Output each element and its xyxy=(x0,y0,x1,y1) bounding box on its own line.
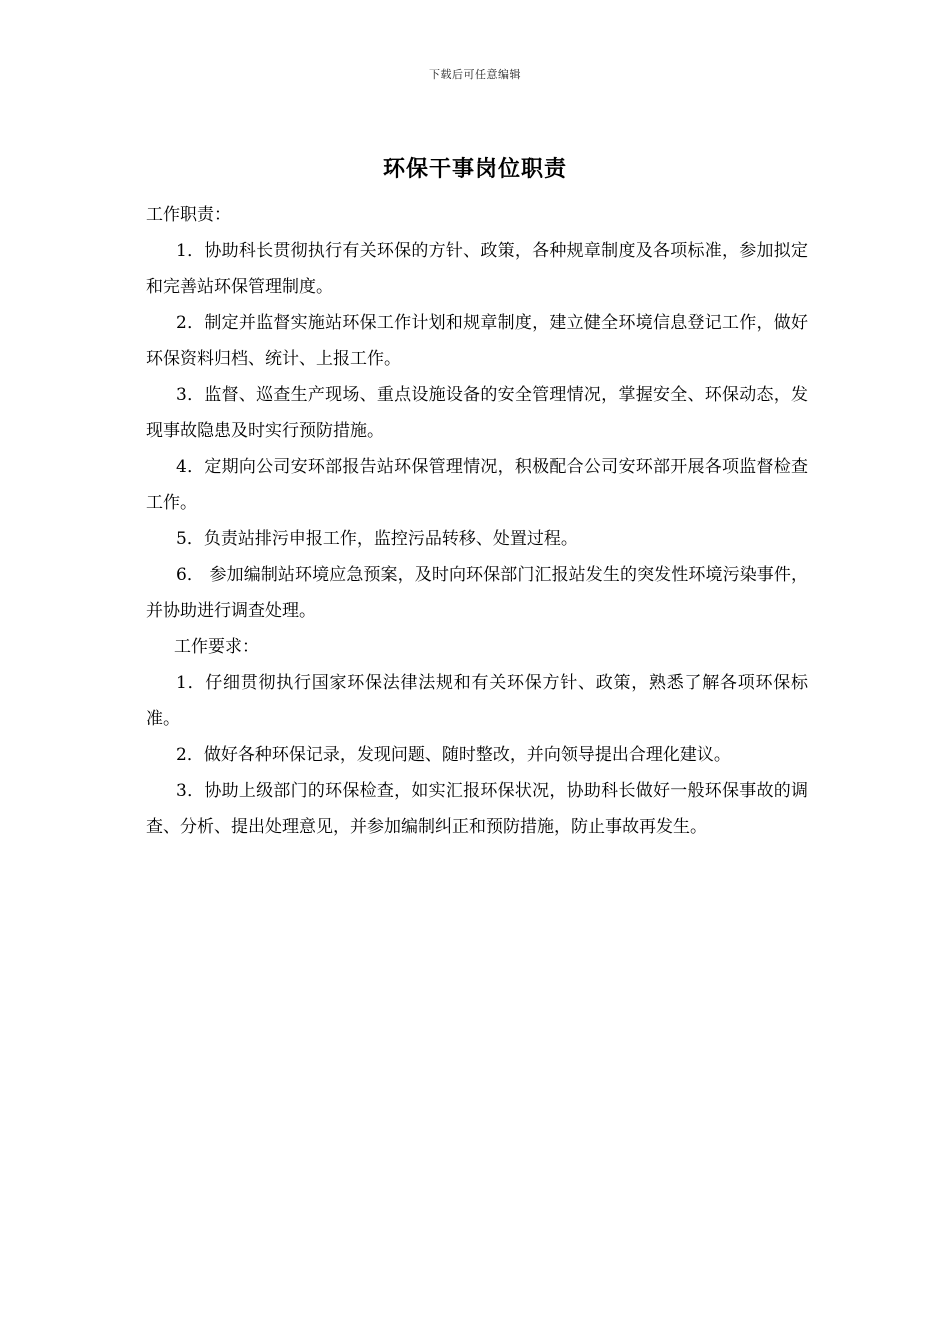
duty-item: 2．制定并监督实施站环保工作计划和规章制度，建立健全环境信息登记工作，做好环保资料归档、统计、上报工作。 xyxy=(146,313,808,369)
duty-item: 4．定期向公司安环部报告站环保管理情况，积极配合公司安环部开展各项监督检查工作。 xyxy=(146,457,808,513)
requirement-item: 3．协助上级部门的环保检查，如实汇报环保状况，协助科长做好一般环保事故的调查、分析、提出处理意见，并参加编制纠正和预防措施，防止事故再发生。 xyxy=(146,781,808,837)
duty-item: 1．协助科长贯彻执行有关环保的方针、政策，各种规章制度及各项标准，参加拟定和完善站环保管理制度。 xyxy=(146,241,808,297)
requirement-item: 2．做好各种环保记录，发现问题、随时整改，并向领导提出合理化建议。 xyxy=(176,745,731,765)
document-title: 环保干事岗位职责 xyxy=(382,157,567,182)
header-note: 下载后可任意编辑 xyxy=(429,68,521,81)
duties-label: 工作职责： xyxy=(146,205,231,225)
duty-item: 6． 参加编制站环境应急预案，及时向环保部门汇报站发生的突发性环境污染事件，并协助进行调查处理。 xyxy=(146,565,808,621)
document-body xyxy=(146,197,808,845)
duty-item: 5．负责站排污申报工作，监控污品转移、处置过程。 xyxy=(176,529,578,549)
requirements-label: 工作要求： xyxy=(174,637,259,657)
duty-item: 3．监督、巡查生产现场、重点设施设备的安全管理情况，掌握安全、环保动态，发现事故隐患及时实行预防措施。 xyxy=(146,385,808,441)
requirement-item: 1．仔细贯彻执行国家环保法律法规和有关环保方针、政策，熟悉了解各项环保标准。 xyxy=(146,673,808,729)
